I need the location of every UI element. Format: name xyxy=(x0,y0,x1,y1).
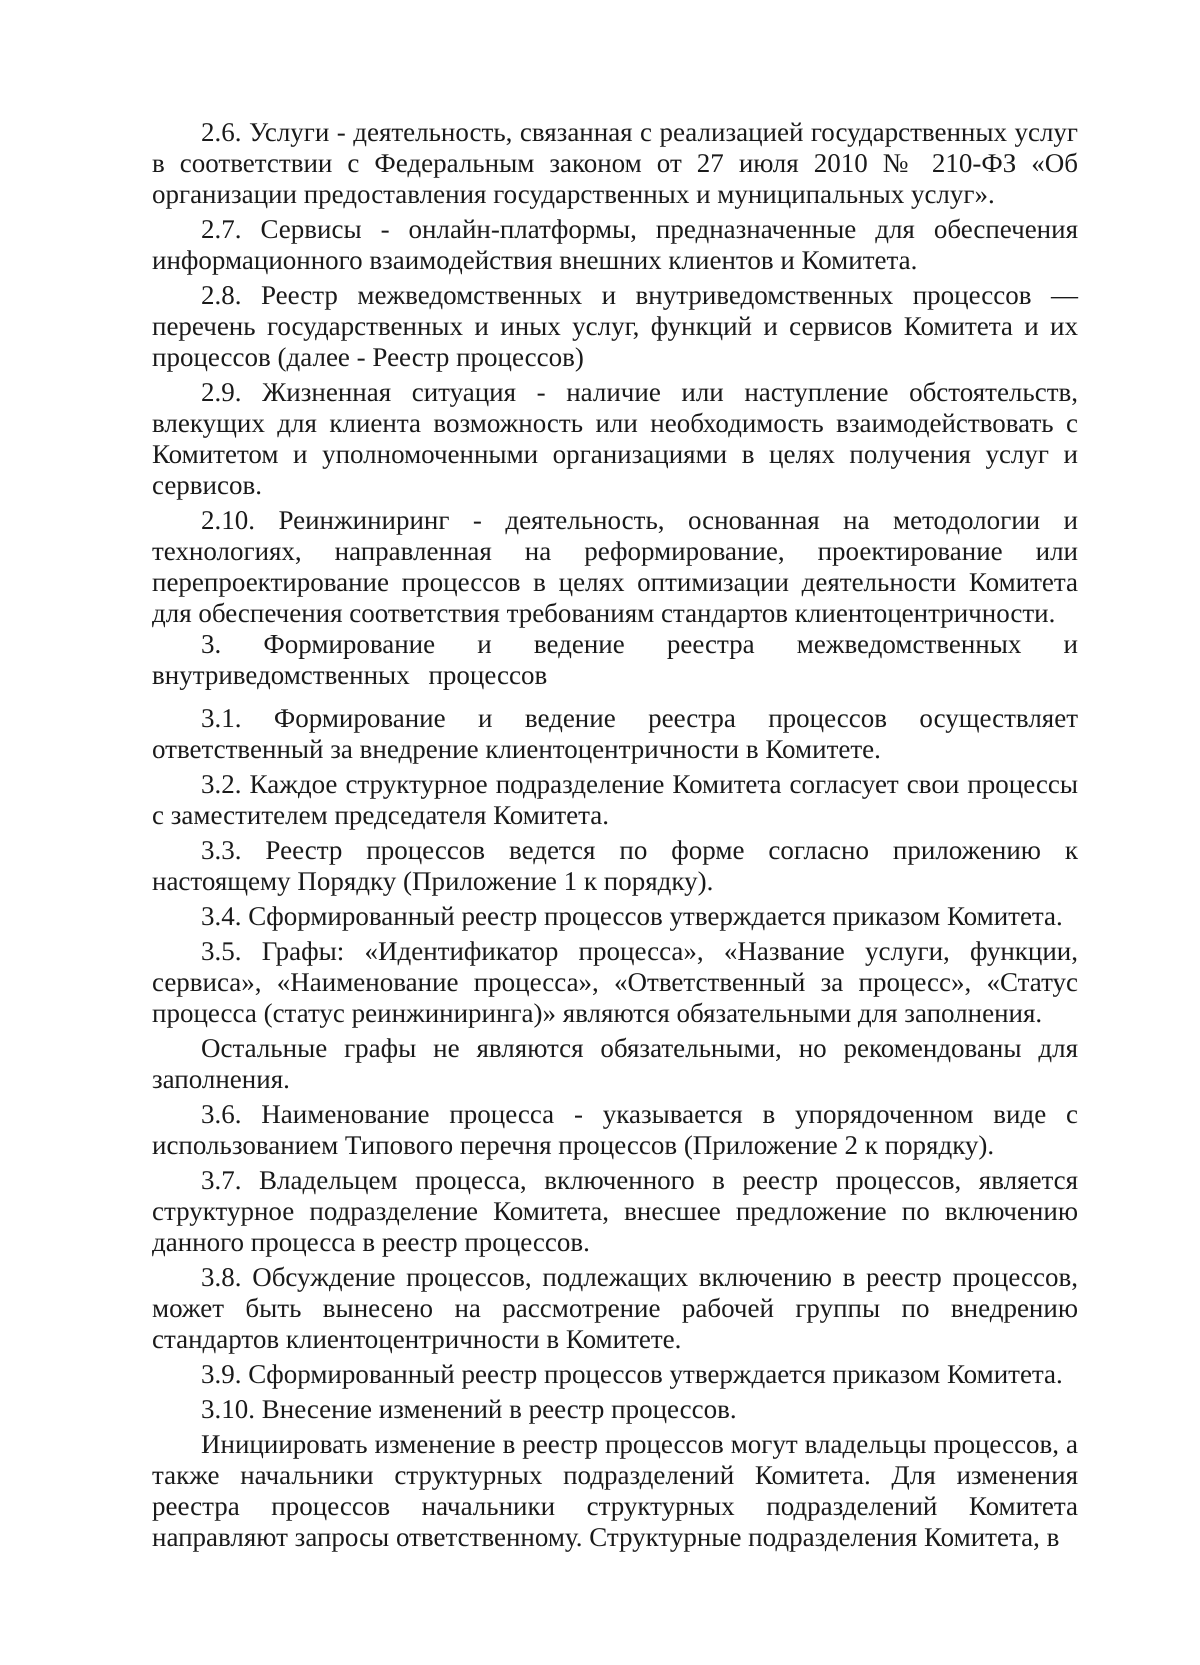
document-body xyxy=(152,117,1078,1553)
paragraph-3-6: 3.6. Наименование процесса - указывается в упорядоченном виде с использованием Типового перечня процессов (Приложение 2 к порядку). xyxy=(152,1099,1078,1160)
paragraph-optional-fields: Остальные графы не являются обязательными, но рекомендованы для заполнения. xyxy=(152,1033,1078,1094)
paragraph-3-1: 3.1. Формирование и ведение реестра процессов осуществляет ответственный за внедрение клиентоцентричности в Комитете. xyxy=(152,703,1078,764)
paragraph-2-6: 2.6. Услуги - деятельность, связанная с реализацией государственных услуг в соответствии с Федеральным законом от 27 июля 2010 № 210-ФЗ «Об организации предоставления государственных и муниципальных услуг». xyxy=(152,117,1078,209)
paragraph-2-9: 2.9. Жизненная ситуация - наличие или наступление обстоятельств, влекущих для клиента возможность или необходимость взаимодействовать с Комитетом и уполномоченными организациями в целях получения услуг и сервисов. xyxy=(152,377,1078,500)
paragraph-3-4: 3.4. Сформированный реестр процессов утверждается приказом Комитета. xyxy=(201,901,1063,931)
paragraph-2-7: 2.7. Сервисы - онлайн-платформы, предназначенные для обеспечения информационного взаимодействия внешних клиентов и Комитета. xyxy=(152,214,1078,275)
paragraph-3-3: 3.3. Реестр процессов ведется по форме согласно приложению к настоящему Порядку (Приложение 1 к порядку). xyxy=(152,835,1078,896)
paragraph-3-10: 3.10. Внесение изменений в реестр процессов. xyxy=(201,1394,737,1424)
paragraph-3-8: 3.8. Обсуждение процессов, подлежащих включению в реестр процессов, может быть вынесено на рассмотрение рабочей группы по внедрению стандартов клиентоцентричности в Комитете. xyxy=(152,1262,1078,1354)
paragraph-3-9: 3.9. Сформированный реестр процессов утверждается приказом Комитета. xyxy=(201,1359,1063,1389)
paragraph-change-initiation: Инициировать изменение в реестр процессов могут владельцы процессов, а также начальники структурных подразделений Комитета. Для изменения реестра процессов начальники структурных подразделений Комитета направляют запросы ответственному. Структурные подразделения Комитета, в xyxy=(152,1429,1078,1552)
paragraph-2-8: 2.8. Реестр межведомственных и внутриведомственных процессов — перечень государственных и иных услуг, функций и сервисов Комитета и их процессов (далее - Реестр процессов) xyxy=(152,280,1078,372)
section-heading: 3. Формирование и ведение реестра межведомственных и внутриведомственных процессов xyxy=(152,629,1078,690)
paragraph-3-5: 3.5. Графы: «Идентификатор процесса», «Название услуги, функции, сервиса», «Наименование процесса», «Ответственный за процесс», «Статус процесса (статус реинжиниринга)» являются обязательными для заполнения. xyxy=(152,936,1078,1028)
paragraph-3-7: 3.7. Владельцем процесса, включенного в реестр процессов, является структурное подразделение Комитета, внесшее предложение по включению данного процесса в реестр процессов. xyxy=(152,1165,1078,1257)
paragraph-2-10: 2.10. Реинжиниринг - деятельность, основанная на методологии и технологиях, направленная на реформирование, проектирование или перепроектирование процессов в целях оптимизации деятельности Комитета для обеспечения соответствия требованиям стандартов клиентоцентричности. xyxy=(152,505,1078,628)
paragraph-3-2: 3.2. Каждое структурное подразделение Комитета согласует свои процессы с заместителем председателя Комитета. xyxy=(152,769,1078,830)
